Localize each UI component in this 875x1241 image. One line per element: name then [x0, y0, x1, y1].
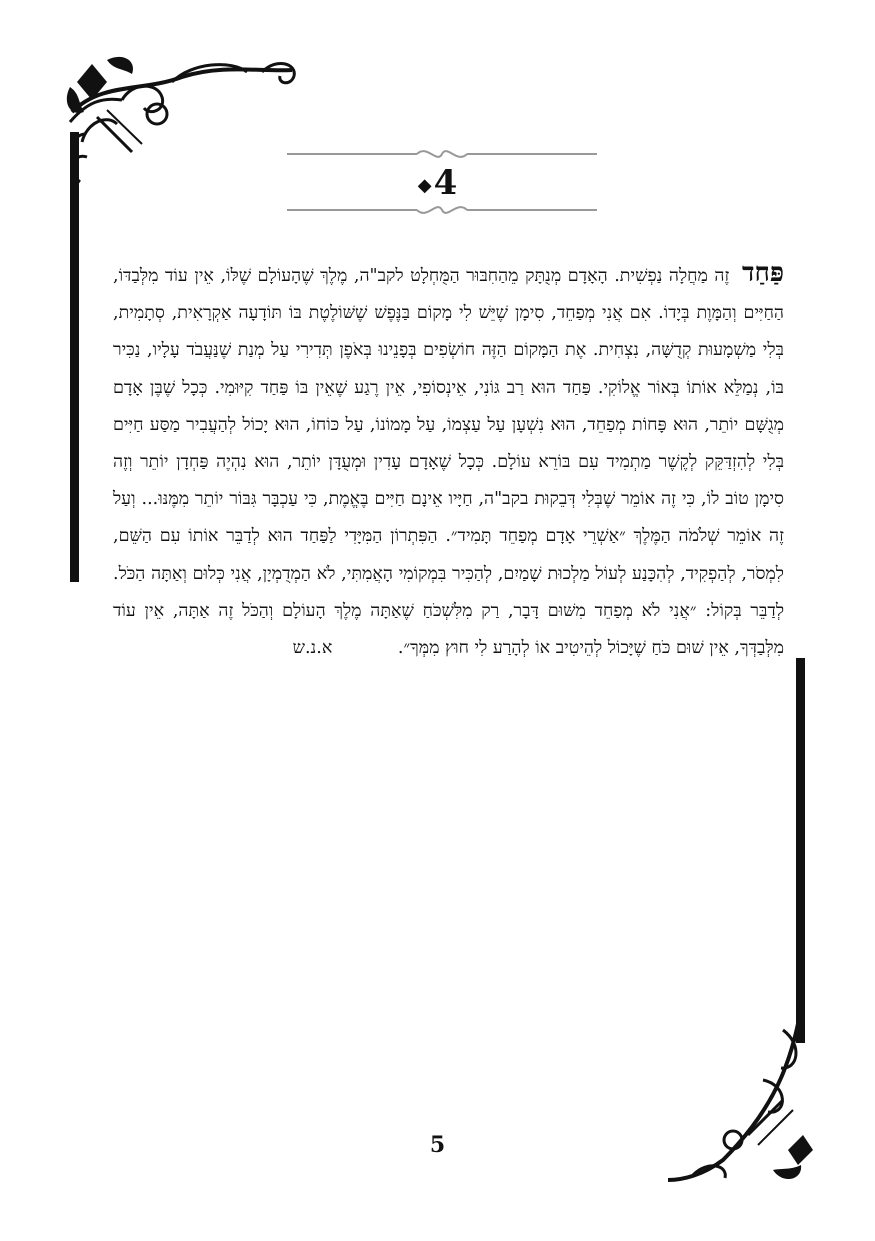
right-border-rule — [796, 658, 805, 1043]
lead-word: פַּחַד — [741, 258, 784, 288]
page-number: 5 — [429, 1132, 446, 1158]
chapter-heading — [0, 163, 875, 203]
main-paragraph — [113, 255, 784, 667]
diamond-bullet-icon: ◆ — [417, 174, 432, 196]
bottom-right-corner-ornament — [663, 990, 813, 1190]
paragraph-text: זֶה מַחֲלָה נַפְשִׁית. הָאָדָם מְנֻתָּק מֵהַחִבּוּר הַמֻּחְלָט לקב"ה, מֶלֶךְ שֶׁהָעוֹלָם שֶׁלּוֹ, אֵין עוֹד מִלְּבַדּוֹ, הַחַיִּים וְהַמָּוֶת בְּיָדוֹ. אִם אֲנִי מְפַחֵד, סִימָן שֶׁיֵּשׁ לִי מָקוֹם בַּנֶּפֶשׁ שֶׁשּׁוֹלֶטֶת בּוֹ תּוֹדָעָה אַקְרָאִית, סְתָמִית, בְּלִי מַשְׁמָעוּת קְדֻשָּׁה, נִצְחִית. אֶת הַמָּקוֹם הַזֶּה חוֹשְׂפִים בְּפָנֵינוּ בְּאֹפֶן תְּדִירִי עַל מְנַת שֶׁנַּעֲבֹד עָלָיו, נַכִּיר בּוֹ, נְמַלֵּא אוֹתוֹ בְּאוֹר אֱלוֹקִי. פַּחַד הוּא רַב גּוֹנִי, אֵינְסוֹפִי, אֵין רֶגַע שֶׁאֵין בּוֹ פַּחַד קִיּוּמִי. כְּכָל שֶׁבֶּן אָדָם מְגֻשָּׁם יוֹתֵר, הוּא פָּחוֹת מְפַחֵד, הוּא נִשְׁעָן עַל עַצְמוֹ, עַל מָמוֹנוֹ, עַל כּוֹחוֹ, הוּא יָכוֹל לְהַעֲבִיר מַסַּע חַיִּים בְּלִי לְהִזְדַּקֵּק לְקֶשֶׁר מַתְמִיד עִם בּוֹרֵא עוֹלָם. כְּכָל שֶׁאָדָם עָדִין וּמְעֻדָּן יוֹתֵר, הוּא נִהְיֶה פַּחְדָן יוֹתֵר וְזֶה סִימָן טוֹב לוֹ, כִּי זֶה אוֹמֵר שֶׁבְּלִי דְּבֵקוּת בקב"ה, חַיָּיו אֵינָם חַיִּים בֶּאֱמֶת, כִּי עַכְבָּר גִּבּוֹר יוֹתֵר מִמֶּנּוּ... וְעַל זֶה אוֹמֵר שְׁלֹמֹה הַמֶּלֶךְ ״אַשְׁרֵי אָדָם מְפַחֵד תָּמִיד״. הַפִּתְרוֹן הַמִּיָּדִי לַפַּחַד הוּא לְדַבֵּר אוֹתוֹ עִם הַשֵּׁם, לִמְסֹר, לְהַפְקִיד, לְהִכָּנַע לְעוֹל מַלְכוּת שָׁמַיִם, לְהַכִּיר בִּמְקוֹמִי הָאֲמִתִּי, לֹא הַמְדֻמְיָן, אֲנִי כְּלוּם וְאַתָּה הַכֹּל. לְדַבֵּר בְּקוֹל: ״אֲנִי לֹא מְפַחֵד מִשּׁוּם דָּבָר, רַק מִלִּשְׁכֹּחַ שֶׁאַתָּה מֶלֶךְ הָעוֹלָם וְהַכֹּל זֶה אַתָּה, אֵין עוֹד מִלְּבַדְּךָ, אֵין שׁוּם כֹּחַ שֶׁיָּכוֹל לְהֵיטִיב אוֹ לְהָרַע לִי חוּץ מִמְּךָ״. — [113, 266, 784, 659]
author-signature: א.נ.ש — [292, 638, 333, 659]
chapter-number: 4 — [433, 163, 458, 203]
